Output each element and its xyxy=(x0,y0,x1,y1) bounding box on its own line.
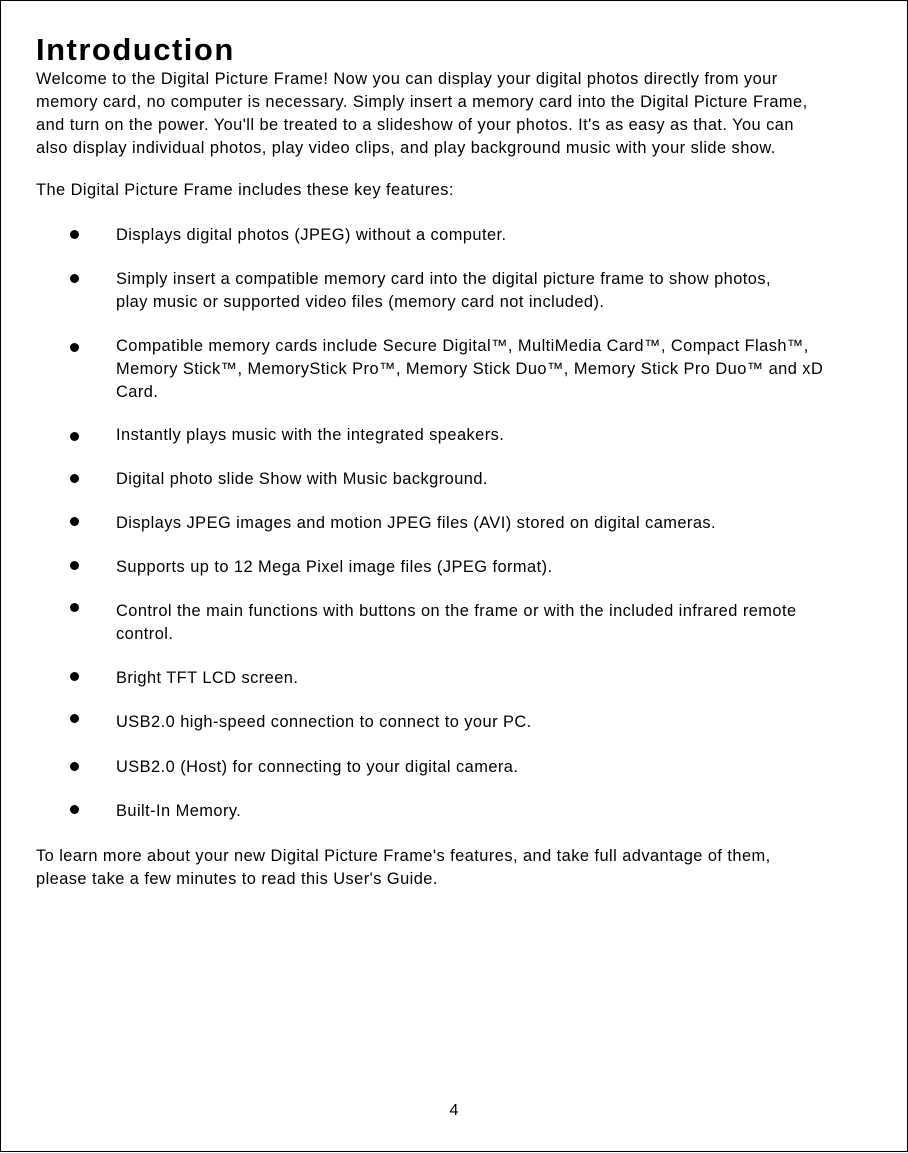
feature-line: Digital photo slide Show with Music background. xyxy=(116,470,488,488)
feature-line: Simply insert a compatible memory card into the digital picture frame to show photos, xyxy=(116,270,771,288)
intro-line: also display individual photos, play video clips, and play background music with your slide show. xyxy=(36,139,776,157)
feature-line: Card. xyxy=(116,383,159,401)
feature-line: Memory Stick™, MemoryStick Pro™, Memory Stick Duo™, Memory Stick Pro Duo™ and xD xyxy=(116,360,824,378)
feature-line: Instantly plays music with the integrated speakers. xyxy=(116,426,505,444)
feature-line: USB2.0 high-speed connection to connect to your PC. xyxy=(116,713,532,731)
feature-text xyxy=(116,468,906,491)
bullet-icon xyxy=(70,343,79,352)
closing-line: To learn more about your new Digital Picture Frame's features, and take full advantage of them, xyxy=(36,847,771,865)
intro-line: and turn on the power. You'll be treated to a slideshow of your photos. It's as easy as that. You can xyxy=(36,116,794,134)
bullet-icon xyxy=(70,762,79,771)
feature-line: Compatible memory cards include Secure Digital™, MultiMedia Card™, Compact Flash™, xyxy=(116,337,809,355)
feature-line: Bright TFT LCD screen. xyxy=(116,669,299,687)
feature-text xyxy=(116,556,906,579)
feature-text xyxy=(116,512,906,535)
bullet-icon xyxy=(70,517,79,526)
closing-line: please take a few minutes to read this User's Guide. xyxy=(36,870,438,888)
feature-list xyxy=(1,1,908,1153)
page-number: 4 xyxy=(449,1102,459,1119)
feature-line: USB2.0 (Host) for connecting to your digital camera. xyxy=(116,758,519,776)
bullet-icon xyxy=(70,805,79,814)
features-heading: The Digital Picture Frame includes these key features: xyxy=(36,181,454,199)
bullet-icon xyxy=(70,230,79,239)
bullet-icon xyxy=(70,474,79,483)
feature-text xyxy=(116,268,906,314)
intro-line: memory card, no computer is necessary. Simply insert a memory card into the Digital Picture Frame, xyxy=(36,93,808,111)
feature-text xyxy=(116,756,906,779)
intro-line: Welcome to the Digital Picture Frame! Now you can display your digital photos directly from your xyxy=(36,70,778,88)
feature-line: play music or supported video files (memory card not included). xyxy=(116,293,605,311)
bullet-icon xyxy=(70,274,79,283)
feature-line: Built-In Memory. xyxy=(116,802,242,820)
feature-line: Control the main functions with buttons on the frame or with the included infrared remote xyxy=(116,602,797,620)
bullet-icon xyxy=(70,561,79,570)
feature-text xyxy=(116,800,906,823)
feature-text xyxy=(116,711,906,734)
feature-line: Supports up to 12 Mega Pixel image files (JPEG format). xyxy=(116,558,553,576)
feature-text xyxy=(116,224,906,247)
bullet-icon xyxy=(70,603,79,612)
bullet-icon xyxy=(70,672,79,681)
feature-text xyxy=(116,424,906,447)
feature-text xyxy=(116,335,906,404)
feature-line: Displays digital photos (JPEG) without a computer. xyxy=(116,226,507,244)
bullet-icon xyxy=(70,714,79,723)
feature-line: Displays JPEG images and motion JPEG files (AVI) stored on digital cameras. xyxy=(116,514,717,532)
feature-text xyxy=(116,667,906,690)
feature-text xyxy=(116,600,906,646)
bullet-icon xyxy=(70,432,79,441)
page-title: Introduction xyxy=(36,32,235,67)
closing-paragraph xyxy=(36,845,906,891)
feature-line: control. xyxy=(116,625,174,643)
